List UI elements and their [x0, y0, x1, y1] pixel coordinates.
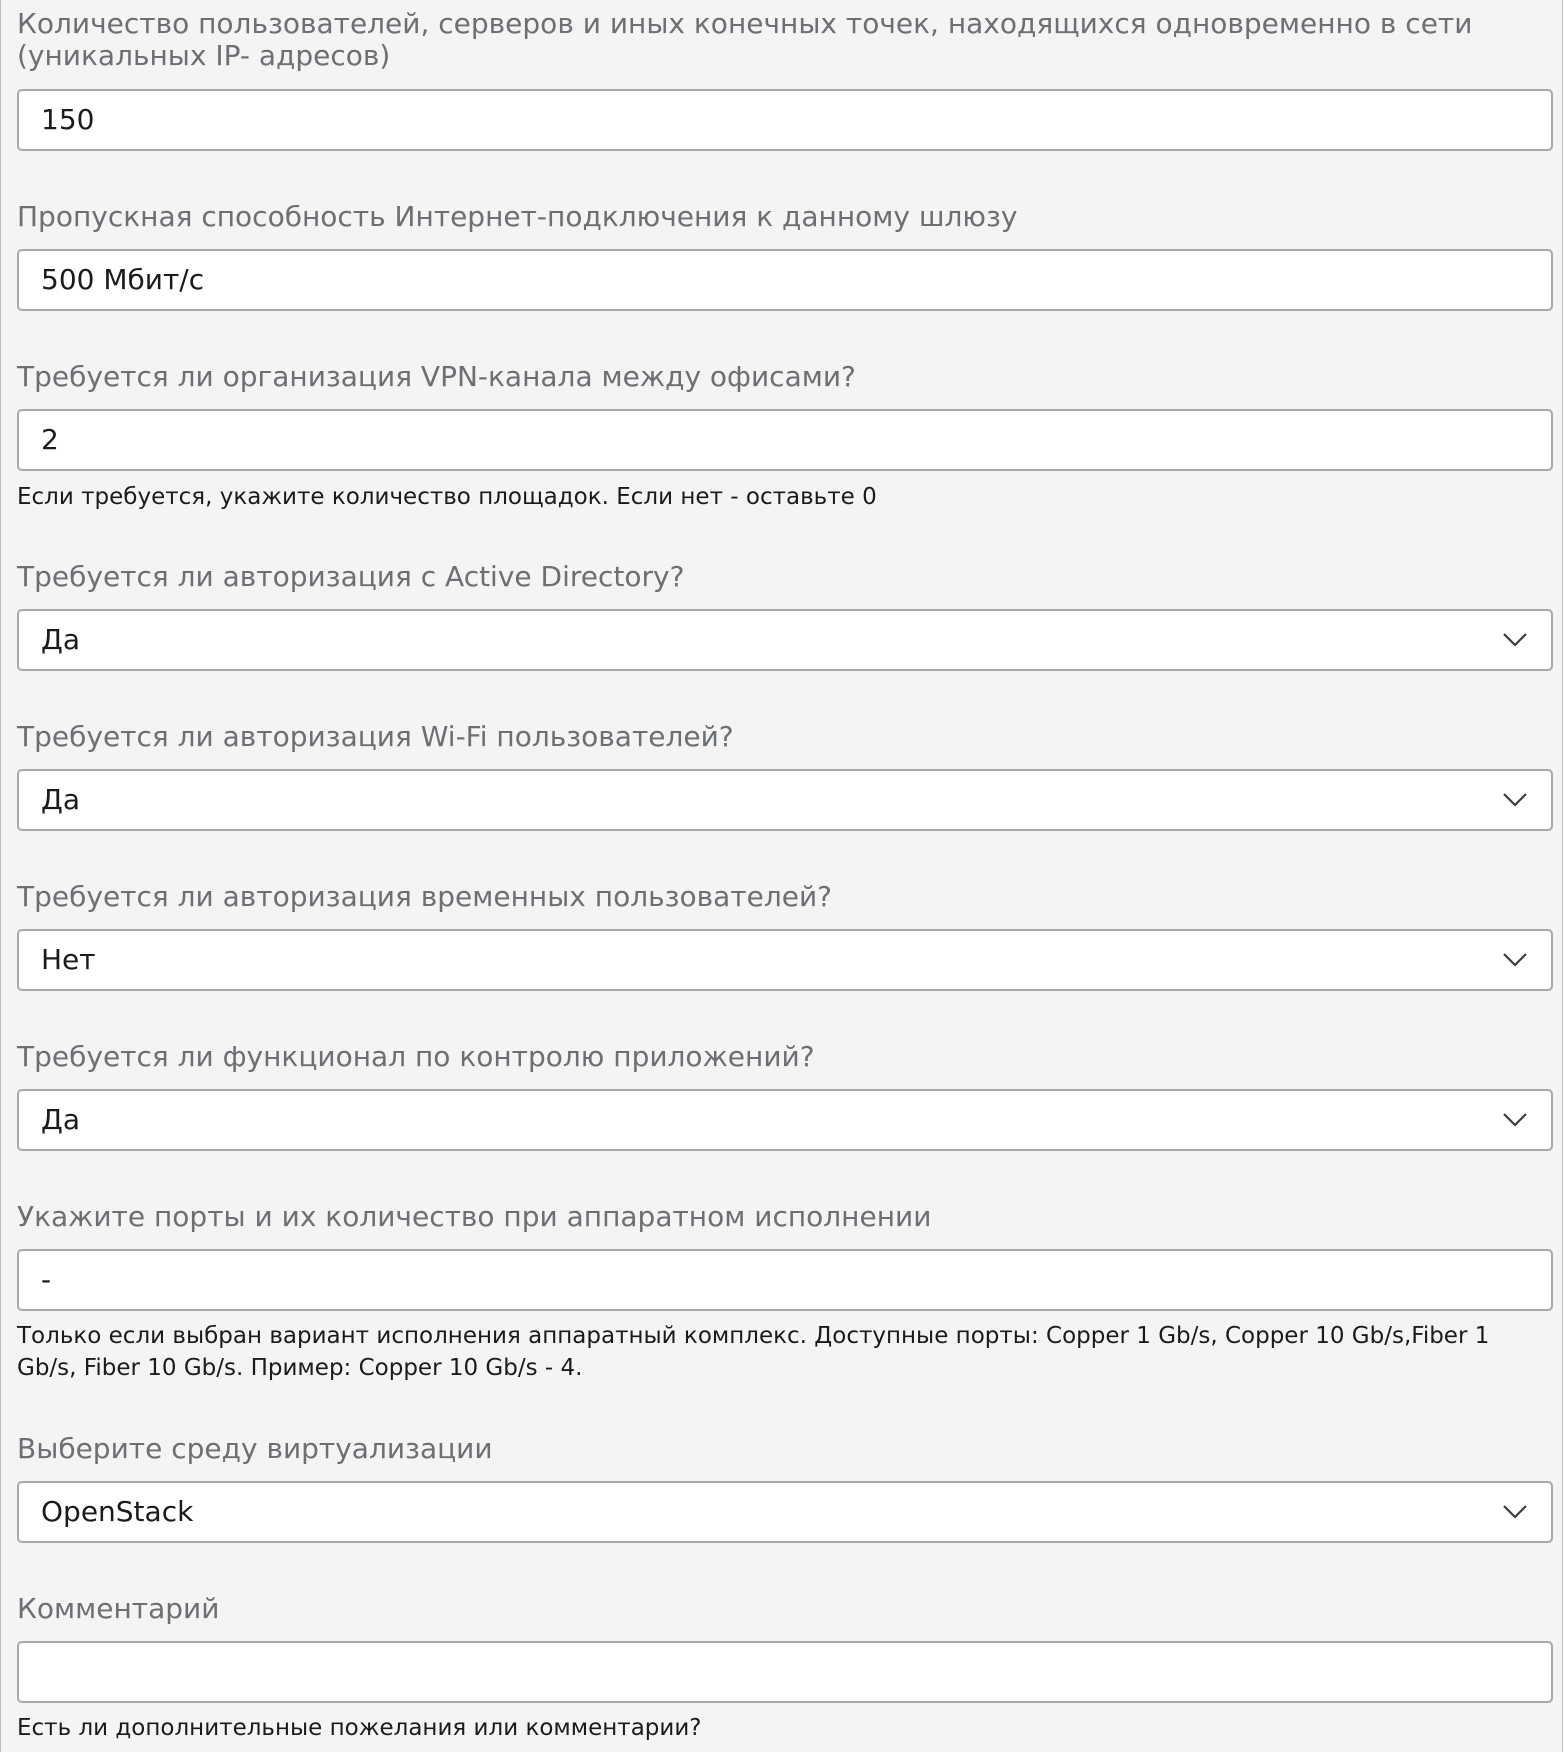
virtualization-label: Выберите среду виртуализации [17, 1432, 493, 1465]
ports-input[interactable] [41, 1251, 1481, 1309]
chevron-down-icon[interactable] [1501, 1499, 1529, 1523]
vpn-field[interactable] [17, 409, 1553, 471]
request-form [1, 0, 1563, 1752]
virtualization-select[interactable] [17, 1481, 1553, 1543]
vpn-label: Требуется ли организация VPN-канала между офисами? [17, 360, 856, 393]
active-directory-label: Требуется ли авторизация с Active Directory? [17, 560, 685, 593]
ports-field[interactable] [17, 1249, 1553, 1311]
temp-users-select[interactable] [17, 929, 1553, 991]
active-directory-select[interactable] [17, 609, 1553, 671]
temp-users-value: Нет [41, 943, 96, 976]
chevron-down-icon[interactable] [1501, 947, 1529, 971]
comment-field[interactable] [17, 1641, 1553, 1703]
vpn-hint: Если требуется, укажите количество площадок. Если нет - оставьте 0 [17, 484, 877, 510]
ports-label: Укажите порты и их количество при аппаратном исполнении [17, 1200, 932, 1233]
comment-hint: Есть ли дополнительные пожелания или комментарии? [17, 1715, 702, 1741]
chevron-down-icon[interactable] [1501, 787, 1529, 811]
endpoints-input[interactable] [41, 91, 1481, 149]
wifi-auth-label: Требуется ли авторизация Wi-Fi пользователей? [17, 720, 734, 753]
vpn-input[interactable] [41, 411, 1481, 469]
endpoints-label: Количество пользователей, серверов и иных конечных точек, находящихся одновременно в сети (уникальных IP- адресов) [17, 7, 1473, 72]
chevron-down-icon[interactable] [1501, 1107, 1529, 1131]
virtualization-value: OpenStack [41, 1495, 194, 1528]
temp-users-label: Требуется ли авторизация временных пользователей? [17, 880, 833, 913]
wifi-auth-select[interactable] [17, 769, 1553, 831]
comment-label: Комментарий [17, 1592, 220, 1625]
endpoints-field[interactable] [17, 89, 1553, 151]
chevron-down-icon[interactable] [1501, 627, 1529, 651]
app-control-select[interactable] [17, 1089, 1553, 1151]
bandwidth-label: Пропускная способность Интернет-подключения к данному шлюзу [17, 200, 1018, 233]
comment-input[interactable] [41, 1643, 1481, 1701]
ports-hint: Только если выбран вариант исполнения аппаратный комплекс. Доступные порты: Copper 1 Gb/s, Copper 10 Gb/s,Fiber 1 Gb/s, Fiber 10 Gb/s. Пример: Copper 10 Gb/s - 4. [17, 1323, 1490, 1381]
app-control-value: Да [41, 1103, 81, 1136]
app-control-label: Требуется ли функционал по контролю приложений? [17, 1040, 815, 1073]
wifi-auth-value: Да [41, 783, 81, 816]
bandwidth-input[interactable] [41, 251, 1481, 309]
active-directory-value: Да [41, 623, 81, 656]
bandwidth-field[interactable] [17, 249, 1553, 311]
